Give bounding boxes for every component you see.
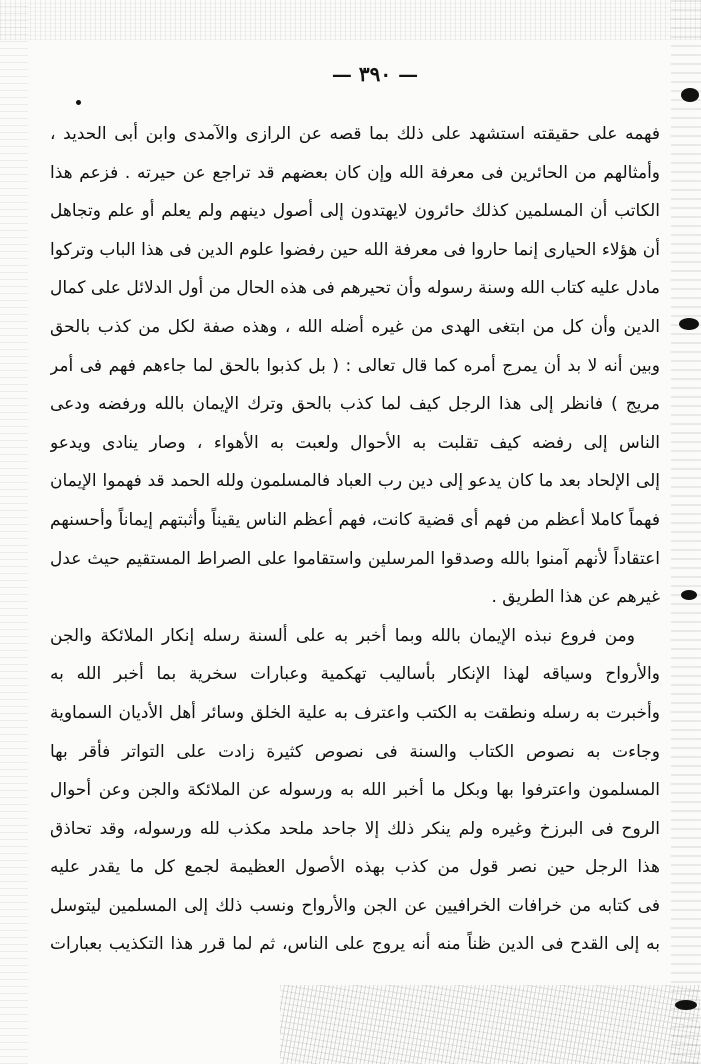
text-line: الروح فى البرزخ وغيره ولم ينكر ذلك إلا جاحد ملحد مكذب لله ورسوله، وقد تحاذق bbox=[50, 818, 660, 839]
text-line: المسلمون واعترفوا بها وبكل ما أخبر الله به ورسوله عن الملائكة والجن وعن أحوال bbox=[50, 780, 660, 801]
scan-noise-bottom bbox=[280, 985, 700, 1064]
text-line: الدين وأن كل من ابتغى الهدى من غيره أضله الله ، وهذه صفة لكل من كذب بالحق bbox=[50, 316, 660, 337]
page-number: — ٣٩٠ — bbox=[331, 62, 419, 86]
text-line: أن هؤلاء الحيارى إنما حاروا فى معرفة الله حين رفضوا علوم الدين فى هذا الباب وتركوا bbox=[50, 239, 660, 260]
text-line: اعتقاداً لأنهم آمنوا بالله وصدقوا المرسلين واستقاموا على الصراط المستقيم حيث عدل bbox=[50, 548, 660, 569]
ink-blot bbox=[681, 590, 697, 600]
text-line: فى كتابه من خرافات الخرافيين عن الجن والأرواح ونسب ذلك إلى المسلمين ليتوسل bbox=[50, 895, 660, 916]
ink-blot bbox=[679, 318, 699, 330]
text-line: هذا الرجل حين نصر قول من كذب بهذه الأصول العظيمة لجمع كل ما يقدر عليه bbox=[50, 857, 660, 878]
text-line: وأمثالهم من الحائرين فى معرفة الله وإن كان بعضهم قد تراجع عن حيرته . فزعم هذا bbox=[50, 162, 660, 183]
text-line: وأخبرت به رسله ونطقت به الكتب واعترف به علية الخلق وسائر أهل الأديان السماوية bbox=[50, 702, 660, 723]
text-line: الناس إلى رفضه كيف تقلبت به الأحوال ولعبت به الأهواء ، وصار ينادى ويدعو bbox=[50, 432, 660, 453]
ink-dot bbox=[76, 100, 81, 105]
scan-noise-left bbox=[0, 0, 28, 1064]
text-line: وجاءت به نصوص الكتاب والسنة فى نصوص كثيرة زادت على التواتر فأقر بها bbox=[50, 741, 660, 762]
text-line: الكاتب أن المسلمين كذلك حائرون لايهتدون إلى أصول دينهم ولم يعلم أو علم وتجاهل bbox=[50, 201, 660, 222]
text-line: به إلى القدح فى الدين ظناً منه أنه يروج على الناس، ثم لما قرر هذا التكذيب بعبارات bbox=[50, 934, 660, 955]
text-line: مادل عليه كتاب الله وسنة رسوله وأن تحيرهم فى هذه الحال من أول الدلائل على كمال bbox=[50, 278, 660, 299]
text-line: وبين أنه لا بد أن يمرج أمره كما قال تعالى : ( بل كذبوا بالحق لما جاءهم فهم فى أمر bbox=[50, 355, 660, 376]
text-line: مريج ) فانظر إلى هذا الرجل كيف لما كذب بالحق وترك الإيمان بالله ورفضه ودعى bbox=[50, 394, 660, 415]
body-text bbox=[50, 115, 660, 964]
scan-noise-right-edge bbox=[671, 0, 701, 1064]
text-line: إلى الإلحاد بعد ما كان يدعو إلى دين رب العباد فالمسلمون ولله الحمد قد فهموا الإيمان bbox=[50, 471, 660, 492]
text-line: فهمه على حقيقته استشهد على ذلك بما قصه عن الرازى والآمدى وابن أبى الحديد ، bbox=[50, 124, 660, 144]
scan-noise-top bbox=[0, 0, 701, 40]
text-line: والأرواح وسياقه لهذا الإنكار بأساليب تهكمية وعبارات سخرية بما أخبر الله به bbox=[50, 664, 660, 685]
paragraph-end-line: غيرهم عن هذا الطريق . bbox=[491, 587, 660, 608]
paragraph-start-line: ومن فروع نبذه الإيمان بالله وبما أخبر به على ألسنة رسله إنكار الملائكة والجن bbox=[50, 625, 635, 646]
ink-blot bbox=[675, 1000, 697, 1010]
text-line: فهماً كاملا أعظم من فهم أى قضية كانت، فهم أعظم الناس يقيناً وأثبتهم إيماناً وأحسنهم bbox=[50, 509, 660, 530]
ink-blot bbox=[681, 88, 699, 102]
